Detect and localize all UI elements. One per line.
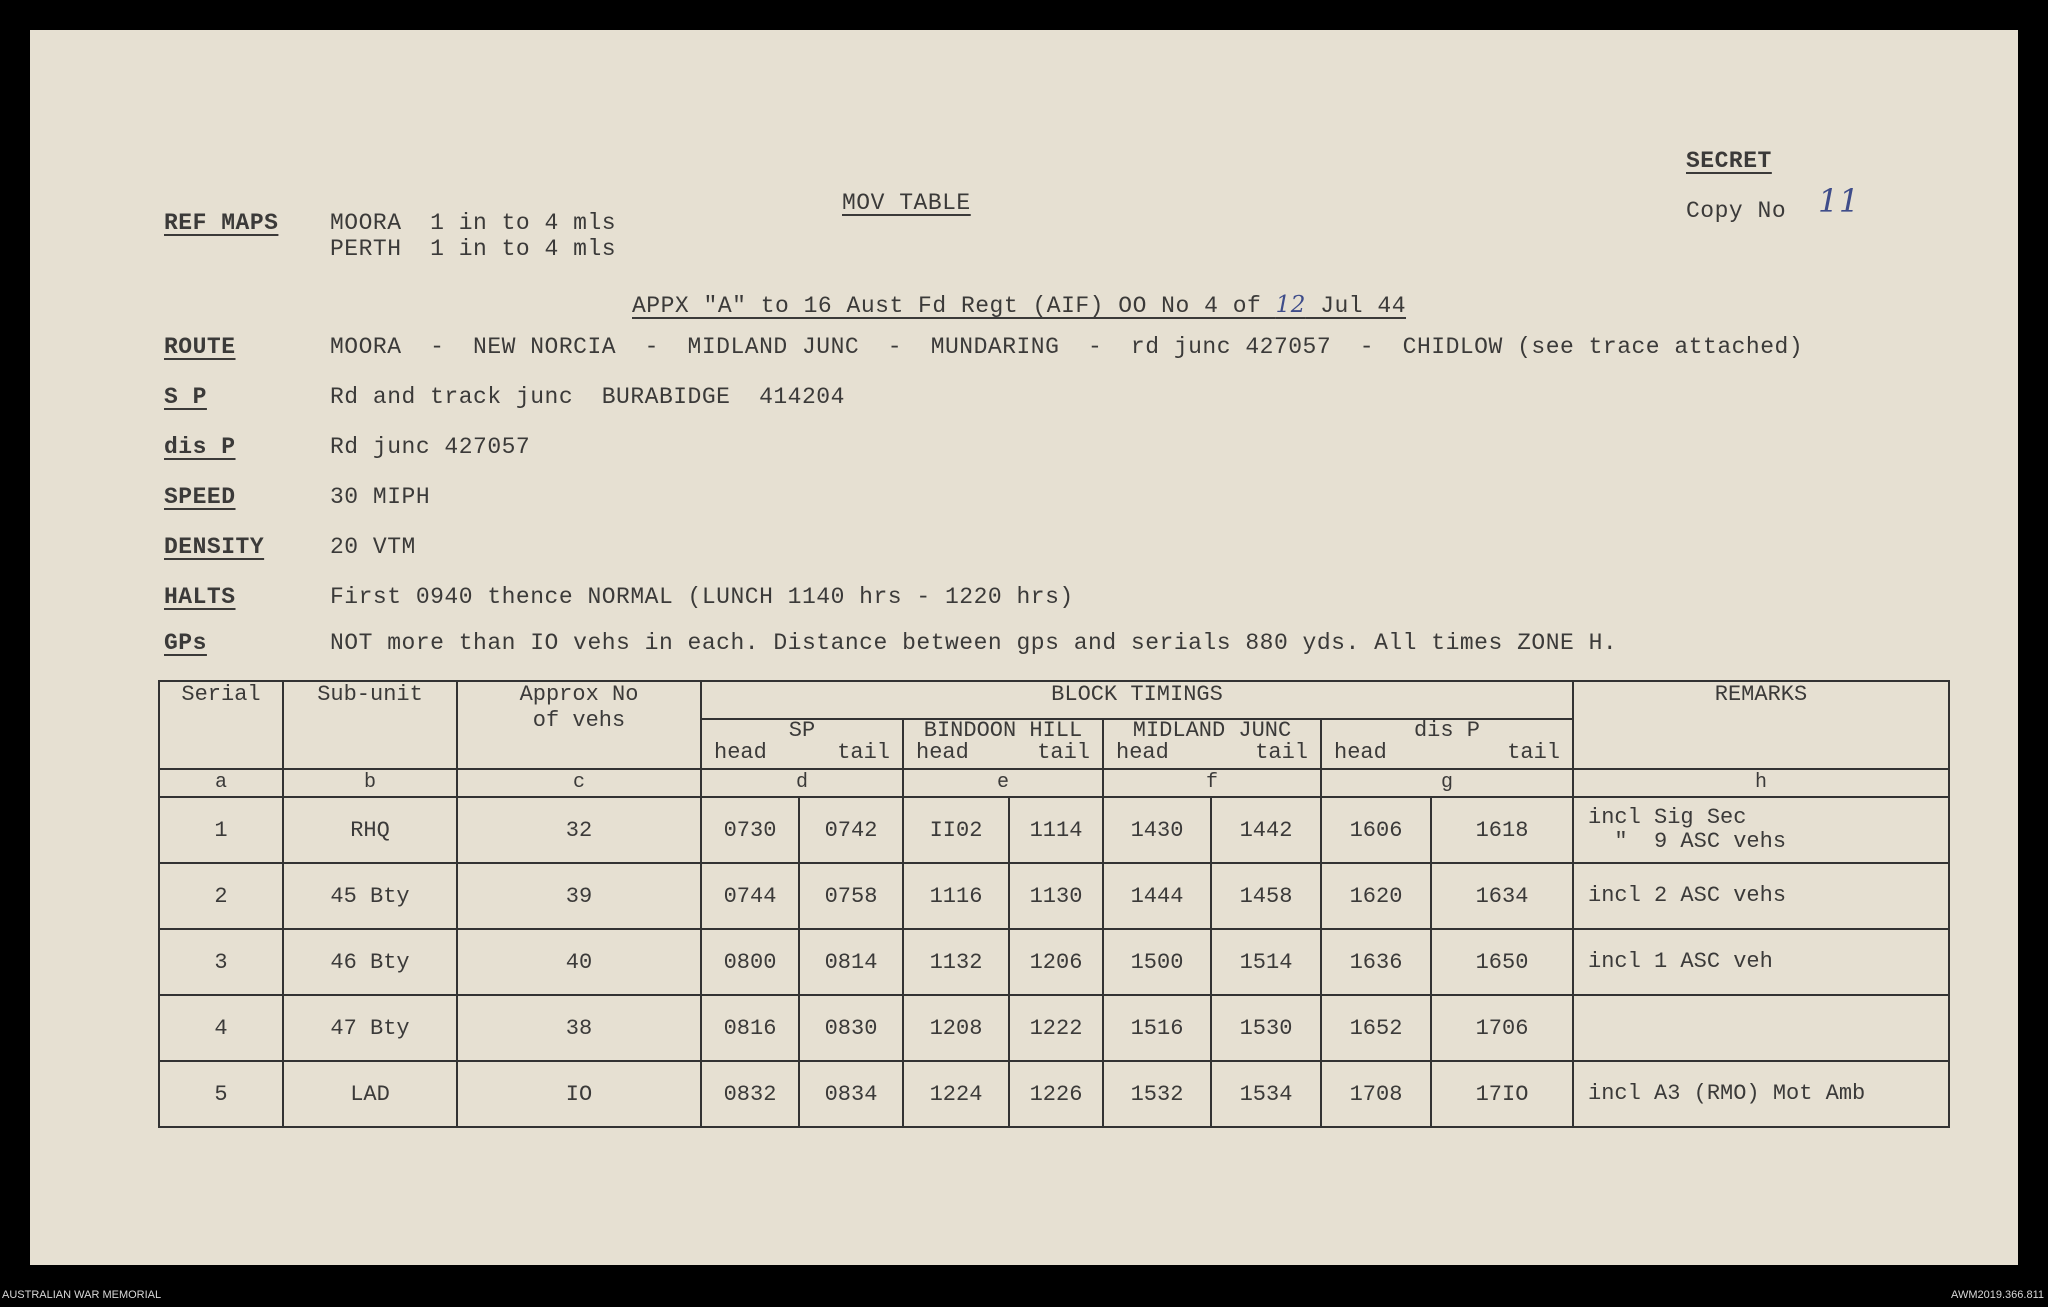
remarks-line: incl A3 (RMO) Mot Amb [1588, 1081, 1866, 1106]
cell-vehs: 32 [457, 797, 701, 863]
cell-serial: 4 [159, 995, 283, 1061]
header-remarks: REMARKS [1573, 681, 1949, 769]
movement-table [158, 680, 1950, 1128]
cell-dp-tail: 1634 [1431, 863, 1573, 929]
letter-e: e [903, 769, 1103, 797]
cell-bh-head: II02 [903, 797, 1009, 863]
appendix-day-handwritten: 12 [1275, 292, 1306, 318]
letter-h: h [1573, 769, 1949, 797]
header-midland-junc [1103, 719, 1321, 769]
gps-label: GPs [164, 630, 207, 656]
cell-sp-head: 0832 [701, 1061, 799, 1127]
cell-sp-tail: 0758 [799, 863, 903, 929]
remarks-line: " 9 ASC vehs [1588, 829, 1787, 854]
cell-bh-tail: 1222 [1009, 995, 1103, 1061]
sp-label: S P [164, 384, 207, 410]
cell-dp-tail: 1618 [1431, 797, 1573, 863]
table-row [159, 995, 1949, 1061]
cell-sub-unit: LAD [283, 1061, 457, 1127]
cell-serial: 3 [159, 929, 283, 995]
cell-dp-head: 1652 [1321, 995, 1431, 1061]
halts-label: HALTS [164, 584, 236, 610]
header-dp-tail: tail [1507, 740, 1560, 765]
cell-bh-tail: 1114 [1009, 797, 1103, 863]
cell-dp-tail: 17IO [1431, 1061, 1573, 1127]
appendix-text: APPX "A" to 16 Aust Fd Regt (AIF) OO No 4 of [632, 293, 1276, 319]
cell-serial: 1 [159, 797, 283, 863]
cell-sp-head: 0744 [701, 863, 799, 929]
cell-serial: 5 [159, 1061, 283, 1127]
header-approx-line1: Approx No [519, 682, 639, 707]
appendix-month-year: Jul 44 [1305, 293, 1407, 319]
header-midland-label: MIDLAND JUNC [1132, 718, 1292, 743]
table-body [159, 797, 1949, 1127]
ref-maps-label: REF MAPS [164, 210, 279, 236]
copy-label: Copy No [1686, 198, 1787, 224]
header-dis-p-label: dis P [1413, 718, 1480, 743]
header-approx-line2: of vehs [532, 708, 626, 733]
dis-p-value: Rd junc 427057 [330, 434, 531, 460]
cell-mj-tail: 1514 [1211, 929, 1321, 995]
cell-mj-head: 1444 [1103, 863, 1211, 929]
remarks-line: incl 2 ASC vehs [1588, 883, 1787, 908]
header-bindoon-hill [903, 719, 1103, 769]
header-sp-tail: tail [837, 740, 890, 765]
header-block-timings: BLOCK TIMINGS [701, 681, 1573, 719]
ref-map-1: MOORA 1 in to 4 mls [330, 210, 617, 236]
halts-value: First 0940 thence NORMAL (LUNCH 1140 hrs - 1220 hrs) [330, 584, 1074, 610]
cell-vehs: 40 [457, 929, 701, 995]
gps-value: NOT more than IO vehs in each. Distance between gps and serials 880 yds. All times ZONE H. [330, 630, 1618, 656]
header-bindoon-label: BINDOON HILL [923, 718, 1083, 743]
cell-mj-head: 1516 [1103, 995, 1211, 1061]
cell-sub-unit: 47 Bty [283, 995, 457, 1061]
sp-value: Rd and track junc BURABIDGE 414204 [330, 384, 845, 410]
cell-bh-tail: 1206 [1009, 929, 1103, 995]
cell-mj-tail: 1458 [1211, 863, 1321, 929]
classification-label: SECRET [1686, 148, 1772, 174]
letter-b: b [283, 769, 457, 797]
footer-institution: AUSTRALIAN WAR MEMORIAL [2, 1289, 162, 1301]
cell-mj-head: 1430 [1103, 797, 1211, 863]
cell-sp-tail: 0830 [799, 995, 903, 1061]
letter-f: f [1103, 769, 1321, 797]
copy-number-handwritten: 11 [1818, 182, 1860, 220]
ref-map-2: PERTH 1 in to 4 mls [330, 236, 617, 262]
cell-mj-tail: 1534 [1211, 1061, 1321, 1127]
header-mj-tail: tail [1255, 740, 1308, 765]
table-row [159, 929, 1949, 995]
cell-sub-unit: 46 Bty [283, 929, 457, 995]
header-approx-vehs [457, 681, 701, 769]
table-row [159, 1061, 1949, 1127]
document-title: MOV TABLE [842, 190, 971, 216]
cell-sp-head: 0800 [701, 929, 799, 995]
cell-dp-head: 1708 [1321, 1061, 1431, 1127]
dis-p-label: dis P [164, 434, 236, 460]
cell-remarks [1573, 797, 1949, 863]
table-row [159, 863, 1949, 929]
cell-remarks [1573, 863, 1949, 929]
appendix-heading [632, 292, 1406, 319]
header-sp [701, 719, 903, 769]
density-label: DENSITY [164, 534, 265, 560]
cell-bh-head: 1208 [903, 995, 1009, 1061]
footer-accession-number: AWM2019.366.811 [1951, 1289, 2044, 1301]
header-serial: Serial [159, 681, 283, 769]
header-sub-unit: Sub-unit [283, 681, 457, 769]
cell-mj-tail: 1442 [1211, 797, 1321, 863]
letter-c: c [457, 769, 701, 797]
cell-dp-head: 1620 [1321, 863, 1431, 929]
cell-mj-tail: 1530 [1211, 995, 1321, 1061]
cell-mj-head: 1500 [1103, 929, 1211, 995]
cell-mj-head: 1532 [1103, 1061, 1211, 1127]
header-sp-label: SP [788, 718, 816, 743]
cell-sp-head: 0816 [701, 995, 799, 1061]
cell-sp-tail: 0814 [799, 929, 903, 995]
cell-sp-tail: 0742 [799, 797, 903, 863]
remarks-line: incl 1 ASC veh [1588, 949, 1773, 974]
header-sp-head: head [714, 740, 767, 765]
cell-vehs: IO [457, 1061, 701, 1127]
density-value: 20 VTM [330, 534, 416, 560]
cell-sp-head: 0730 [701, 797, 799, 863]
header-mj-head: head [1116, 740, 1169, 765]
header-dis-p [1321, 719, 1573, 769]
letter-d: d [701, 769, 903, 797]
cell-vehs: 38 [457, 995, 701, 1061]
cell-sp-tail: 0834 [799, 1061, 903, 1127]
cell-serial: 2 [159, 863, 283, 929]
table-row [159, 797, 1949, 863]
cell-dp-tail: 1706 [1431, 995, 1573, 1061]
header-bh-tail: tail [1037, 740, 1090, 765]
cell-bh-head: 1224 [903, 1061, 1009, 1127]
cell-sub-unit: RHQ [283, 797, 457, 863]
cell-sub-unit: 45 Bty [283, 863, 457, 929]
cell-dp-head: 1606 [1321, 797, 1431, 863]
speed-value: 30 MIPH [330, 484, 431, 510]
cell-remarks [1573, 929, 1949, 995]
route-value: MOORA - NEW NORCIA - MIDLAND JUNC - MUNDARING - rd junc 427057 - CHIDLOW (see trace attached) [330, 334, 1804, 360]
cell-bh-tail: 1226 [1009, 1061, 1103, 1127]
cell-bh-tail: 1130 [1009, 863, 1103, 929]
speed-label: SPEED [164, 484, 236, 510]
cell-bh-head: 1132 [903, 929, 1009, 995]
header-dp-head: head [1334, 740, 1387, 765]
cell-remarks [1573, 1061, 1949, 1127]
cell-dp-head: 1636 [1321, 929, 1431, 995]
cell-dp-tail: 1650 [1431, 929, 1573, 995]
remarks-line: incl Sig Sec [1588, 805, 1747, 830]
letter-a: a [159, 769, 283, 797]
cell-remarks [1573, 995, 1949, 1061]
letter-g: g [1321, 769, 1573, 797]
cell-bh-head: 1116 [903, 863, 1009, 929]
header-bh-head: head [916, 740, 969, 765]
cell-vehs: 39 [457, 863, 701, 929]
route-label: ROUTE [164, 334, 236, 360]
